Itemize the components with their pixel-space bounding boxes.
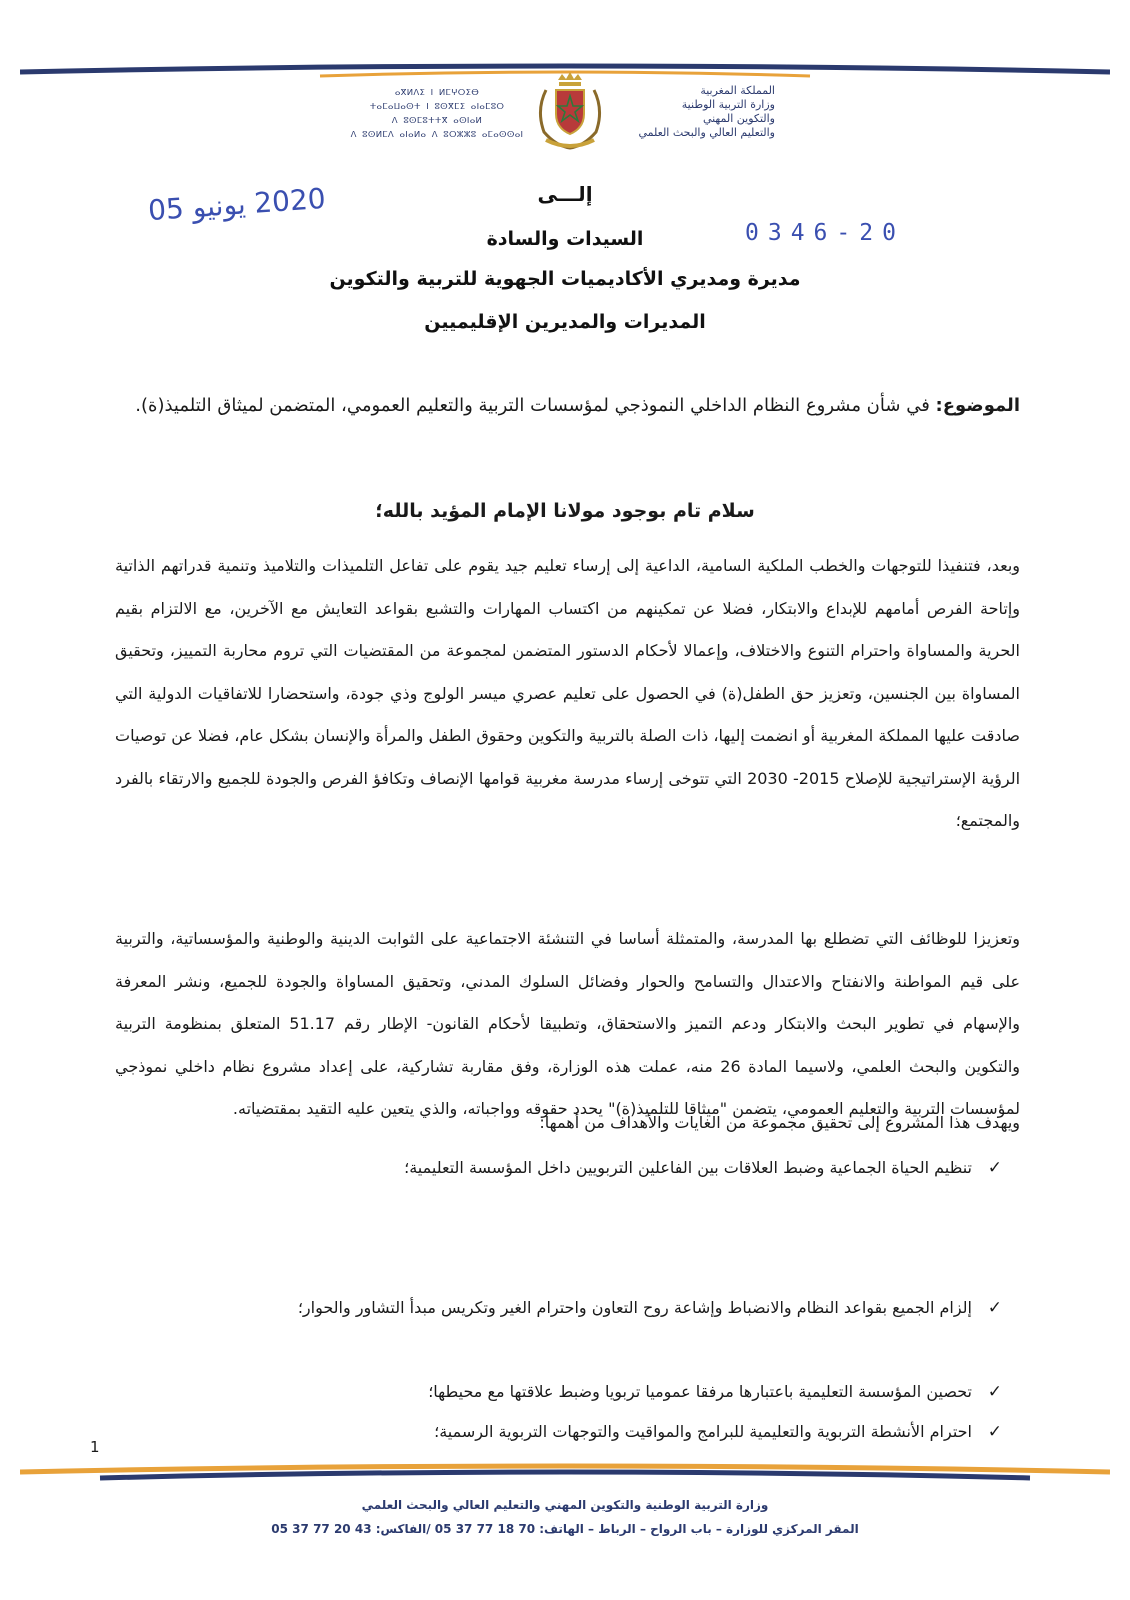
coat-of-arms-icon: [532, 70, 608, 154]
address-line-1: السيدات والسادة: [486, 228, 644, 250]
subject: [115, 382, 1020, 430]
paragraph-2: وتعزيزا للوظائف التي تضطلع بها المدرسة، والمتمثلة أساسا في التنشئة الاجتماعية على الثوابت الدينية والوطنية والمؤسساتية، والتربية على قيم المواطنة والانفتاح والاعتدال والتسامح والحوار وفضائل السلوك المدني، وتحقيق المساواة والجودة للجميع، ونشر المعرفة والإسهام في تطوير البحث والابتكار ودعم التميز والاستحقاق، وتطبيقا لأحكام القانون- الإطار رقم 51.17 المتعلق بمنظومة التربية والتكوين والبحث العلمي، ولاسيما المادة 26 منه، عملت هذه الوزارة، وفق مقاربة تشاركية، على إعداد مشروع نظام داخلي نموذجي لمؤسسات التربية والتعليم العمومي، يتضمن "ميثاقا للتلميذ(ة)" يحدد حقوقه وواجباته، والذي يتعين عليه التقيد بمقتضياته.: [115, 929, 1021, 1118]
subject-text: في شأن مشروع النظام الداخلي النموذجي لمؤسسات التربية والتعليم العمومي، المتضمن لميثاق التلميذ(ة).: [135, 395, 936, 416]
reference-number-stamp: 0346-20: [745, 220, 905, 246]
objectives-intro: ويهدف هذا المشروع إلى تحقيق مجموعة من الغايات والأهداف من أهمها:: [539, 1113, 1020, 1132]
address-line-2: مديرة ومديري الأكاديميات الجهوية للتربية والتكوين: [329, 268, 801, 290]
checkmark-icon: ✓: [987, 1382, 1002, 1402]
objective-item-4: ✓ احترام الأنشطة التربوية والتعليمية للبرامج والمواقيت والتوجهات التربوية الرسمية؛: [142, 1412, 972, 1452]
address-to: إلـــى: [537, 182, 593, 206]
objective-item-2: ✓ إلزام الجميع بقواعد النظام والانضباط وإشاعة روح التعاون واحترام الغير وتكريس مبدأ التشاور والحوار؛: [142, 1288, 972, 1328]
date-stamp: 2020 يونيو 05: [147, 181, 327, 228]
footer-contact: المقر المركزي للوزارة – باب الرواح – الرباط – الهاتف: 70 18 77 37 05 /الفاكس: 43 20 77 37 05: [271, 1522, 859, 1536]
greeting: سلام تام بوجود مولانا الإمام المؤيد بالله؛: [375, 500, 755, 522]
objective-item-1: ✓ تنظيم الحياة الجماعية وضبط العلاقات بين الفاعلين التربويين داخل المؤسسة التعليمية؛: [142, 1148, 972, 1188]
page-number: 1: [90, 1438, 100, 1456]
checkmark-icon: ✓: [987, 1158, 1002, 1178]
footer-rule: [20, 1462, 1110, 1492]
paragraph-1: وبعد، فتنفيذا للتوجهات والخطب الملكية السامية، الداعية إلى إرساء تعليم جيد يقوم على تفاعل التلميذات والتلاميذ وتنمية قدراتهم الذاتية وإتاحة الفرص أمامهم للإبداع والابتكار، فضلا عن تمكينهم من اكتساب المهارات والتشبع بقواعد التعايش مع الآخرين، مع الالتزام بقيم الحرية والمساواة واحترام التنوع والاختلاف، وإعمالا لأحكام الدستور المتضمن لمجموعة من المقتضيات التي تروم محاربة التمييز، وتحقيق المساواة بين الجنسين، وتعزيز حق الطفل(ة) في الحصول على تعليم عصري ميسر الولوج وذي جودة، واستحضارا للاتفاقيات الدولية التي صادقت عليها المملكة المغربية أو انضمت إليها، ذات الصلة بالتربية والتكوين وحقوق الطفل والمرأة والإنسان بشكل عام، فضلا عن توصيات الرؤية الإستراتيجية للإصلاح 2015- 2030 التي تتوخى إرساء مدرسة مغربية قوامها الإنصاف وتكافؤ الفرص والجودة للجميع والارتقاء بالفرد والمجتمع؛: [115, 556, 1021, 830]
address-line-3: المديرات والمديرين الإقليميين: [424, 311, 706, 333]
ministry-name-tifinagh: ⴰⴳⵍⴷⵉ ⵏ ⵍⵎⵖⵔⵉⴱ ⵜⴰⵎⴰⵡⴰⵙⵜ ⵏ ⵓⵙⴳⵎⵉ ⴰⵏⴰⵎⵓⵔ ⴷ ⵓⵙⵎⵓⵜⵜⴳ ⴰⵙⵏⴰⵍ ⴷ ⵓⵙⵍⵎⴷ ⴰⵏⴰⵍⴰ ⴷ ⵓⵔⵣⵣⵓ ⴰⵎⴰⵙⵙⴰⵏ: [350, 88, 524, 140]
checkmark-icon: ✓: [987, 1422, 1002, 1442]
subject-label: الموضوع:: [935, 395, 1020, 416]
checkmark-icon: ✓: [987, 1298, 1002, 1318]
objective-item-3: ✓ تحصين المؤسسة التعليمية باعتبارها مرفقا عموميا تربويا وضبط علاقتها مع محيطها؛: [142, 1372, 972, 1412]
ministry-name-arabic: المملكة المغربية وزارة التربية الوطنية والتكوين المهني والتعليم العالي والبحث العلمي: [638, 84, 775, 139]
footer-ministry: وزارة التربية الوطنية والتكوين المهني والتعليم العالي والبحث العلمي: [361, 1498, 769, 1512]
